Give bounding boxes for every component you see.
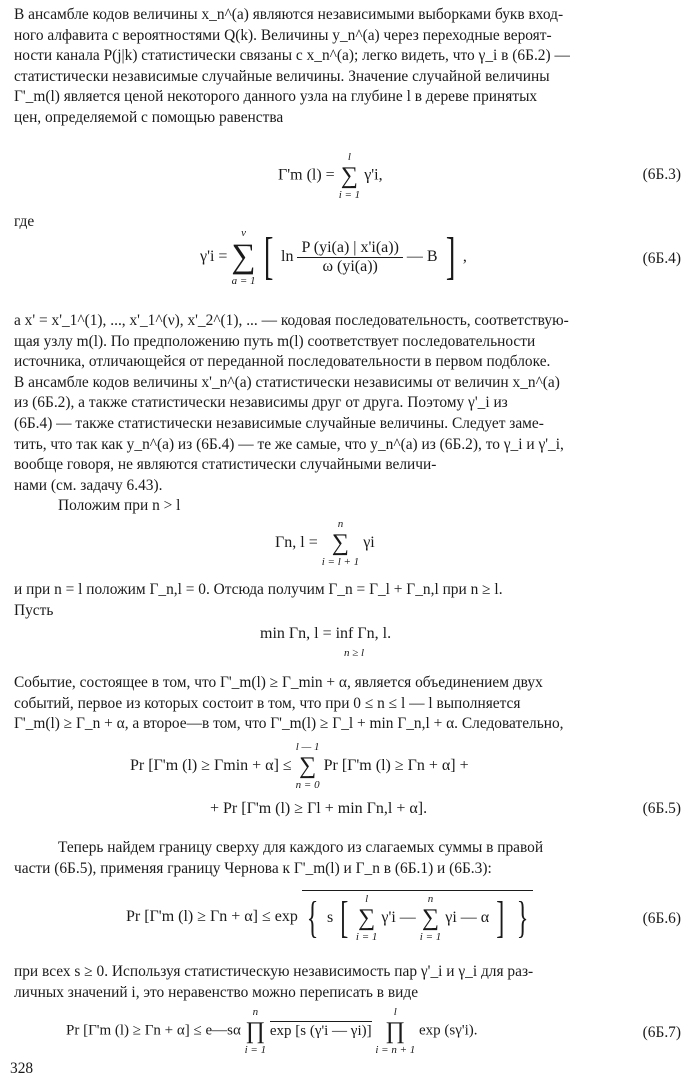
- equation-label: (6Б.5): [642, 800, 681, 817]
- text-line: В ансамбле кодов величины x_n^(a) являются независимыми выборками букв вход-: [14, 6, 564, 23]
- product-operator: [375, 1005, 415, 1057]
- text-line: источника, отличающейся от переданной последовательности в первом подблоке.: [14, 353, 551, 371]
- comma: ,: [462, 248, 467, 265]
- pi-symbol: ∏: [385, 1018, 406, 1044]
- sum-operator: [356, 892, 377, 944]
- numerator: P (yi(a) | x'i(a)): [297, 239, 402, 258]
- eq-body: γ'i,: [364, 166, 383, 184]
- eq-body: exp [s (γ'i — γi)]: [269, 1022, 372, 1039]
- eq-body: γi — α: [445, 909, 490, 926]
- equation-label: (6Б.7): [642, 1024, 681, 1041]
- product-operator: [245, 1005, 266, 1057]
- paragraph-4: [14, 580, 682, 621]
- equation-label: (6Б.6): [642, 910, 681, 927]
- text-line: Γ'_m(l) ≥ Γ_n + α, а второе—в том, что Γ'_m(l) ≥ Γ_l + min Γ_n,l + α. Следовательно,: [14, 715, 564, 733]
- left-brace: {: [306, 893, 319, 942]
- eq-lhs: min Γn, l = inf Γn, l.: [260, 625, 392, 642]
- text-line: а x' = x'_1^(1), ..., x'_1^(ν), x'_2^(1), ... — кодовая последовательность, соответствую-: [14, 312, 569, 329]
- text-line: нами (см. задачу 6.43).: [14, 476, 163, 494]
- text-line: тить, что так как y_n^(a) из (6Б.4) — те же самые, что y_n^(a) из (6Б.2), то γ_i и γ'_i,: [14, 435, 564, 453]
- text-line: при всех s ≥ 0. Используя статистическую независимость пар γ'_i и γ_i для раз-: [14, 963, 534, 980]
- sum-upper-limit: ν: [241, 227, 246, 239]
- equation-6b7: [66, 1005, 478, 1057]
- eq-body: exp (sγ'i).: [419, 1022, 478, 1039]
- text-line: Пусть: [14, 601, 54, 619]
- paragraph-2: [14, 311, 682, 496]
- equation-6b5-line1: [130, 740, 469, 792]
- denominator: ω (yi(a)): [322, 257, 378, 275]
- eq-lhs: Γn, l =: [275, 534, 318, 551]
- equation-6b3: [278, 150, 383, 202]
- paragraph-1: [14, 5, 682, 129]
- sigma-symbol: ∑: [331, 530, 349, 556]
- sum-operator: [322, 517, 359, 569]
- inf-subscript: n ≥ l: [344, 647, 365, 659]
- text-line: Теперь найдем границу сверху для каждого из слагаемых суммы в правой: [58, 839, 544, 856]
- sum-operator: [339, 150, 360, 202]
- sigma-symbol: ∑: [299, 753, 317, 779]
- sigma-symbol: ∑: [358, 905, 376, 931]
- right-brace: }: [516, 893, 529, 942]
- text-line: щая узлу m(l). По предположению путь m(l) соответствует последовательности: [14, 332, 536, 350]
- product-lower-limit: i = 1: [244, 1044, 267, 1056]
- minus-b: — B: [406, 248, 438, 265]
- text-line: вообще говоря, не являются статистически случайными величи-: [14, 456, 437, 474]
- ln-operator: ln: [281, 248, 294, 265]
- equation-min: [260, 625, 391, 661]
- product-upper-limit: l: [393, 1006, 397, 1018]
- text-line: (6Б.4) — также статистически независимые случайные величины. Следует заме-: [14, 414, 544, 432]
- eq-lhs: Γ'm (l) =: [278, 166, 335, 184]
- sum-lower-limit: i = 1: [338, 189, 361, 201]
- right-bracket: ]: [496, 893, 505, 942]
- equation-gamma-nl: [275, 517, 375, 569]
- equation-6b6: [126, 890, 533, 944]
- text-line: событий, первое из которых состоит в том, что при 0 ≤ n ≤ l — l выполняется: [14, 694, 521, 712]
- text-line: В ансамбле кодов величины x'_n^(a) статистически независимы от величин x_n^(a): [14, 373, 560, 391]
- equation-label: (6Б.4): [642, 250, 681, 267]
- sum-lower-limit: i = 1: [355, 931, 378, 943]
- eq-body: γi: [363, 534, 375, 551]
- sum-upper-limit: n: [427, 893, 434, 905]
- eq-lhs: γ'i =: [200, 248, 228, 265]
- sigma-symbol: ∑: [231, 238, 256, 275]
- eq-lhs: Pr [Γ'm (l) ≥ Γn + α] ≤ exp: [126, 908, 298, 925]
- text-line: статистически независимые случайные величины. Значение случайной величины: [14, 67, 550, 85]
- left-bracket: [: [340, 893, 349, 942]
- eq-lhs: Pr [Γ'm (l) ≥ Γmin + α] ≤: [130, 757, 292, 774]
- text-line: Γ'_m(l) является ценой некоторого данного узла на глубине l в дереве принятых: [14, 88, 538, 106]
- sum-operator: [231, 226, 255, 288]
- equation-label: (6Б.3): [642, 166, 681, 183]
- eq-body: γ'i —: [381, 909, 416, 926]
- equation-6b5-line2: + Pr [Γ'm (l) ≥ Γl + min Γn,l + α].: [210, 800, 428, 817]
- sum-lower-limit: a = 1: [231, 275, 256, 287]
- sum-lower-limit: i = l + 1: [321, 556, 360, 568]
- exp-argument: [302, 890, 533, 944]
- sum-upper-limit: l: [365, 893, 369, 905]
- text-line: ности канала P(j|k) статистически связаны с x_n^(a); легко видеть, что γ_i в (6Б.2) —: [14, 47, 570, 65]
- text-line: части (6Б.5), применяя границу Чернова к Γ'_m(l) и Γ_n в (6Б.1) и (6Б.3):: [14, 859, 492, 877]
- paragraph-6: [14, 838, 682, 879]
- eq-body: Pr [Γ'm (l) ≥ Γn + α] +: [323, 757, 469, 774]
- text-line: из (6Б.2), а также статистически независимы друг от друга. Поэтому γ'_i из: [14, 394, 508, 412]
- text-line: где: [14, 213, 35, 230]
- paragraph-7: [14, 962, 682, 1003]
- s-variable: s: [327, 909, 334, 926]
- sum-upper-limit: l: [347, 151, 351, 163]
- text-line: цен, определяемой с помощью равенства: [14, 108, 284, 126]
- equation-6b4: [200, 226, 467, 288]
- text-line: и при n = l положим Γ_n,l = 0. Отсюда получим Γ_n = Γ_l + Γ_n,l при n ≥ l.: [14, 581, 503, 598]
- sum-lower-limit: i = 1: [419, 931, 442, 943]
- sum-operator: [420, 892, 441, 944]
- product-upper-limit: n: [252, 1006, 259, 1018]
- right-bracket: ]: [445, 228, 456, 285]
- sum-lower-limit: n = 0: [295, 779, 320, 791]
- text-line: ного алфавита с вероятностями Q(k). Величины y_n^(a) через переходные вероят-: [14, 26, 552, 44]
- sigma-symbol: ∑: [421, 905, 440, 931]
- sum-upper-limit: n: [337, 518, 344, 530]
- left-bracket: [: [263, 228, 274, 285]
- sum-upper-limit: l — 1: [295, 741, 320, 753]
- text-line: Положим при n > l: [58, 497, 181, 514]
- page-number: 328: [10, 1060, 34, 1077]
- pi-symbol: ∏: [245, 1018, 266, 1044]
- text-line: Событие, состоящее в том, что Γ'_m(l) ≥ Γ_min + α, является объединением двух: [14, 674, 543, 691]
- sum-operator: [296, 740, 320, 792]
- sigma-symbol: ∑: [340, 163, 358, 189]
- eq-lhs: Pr [Γ'm (l) ≥ Γn + α] ≤ e—sα: [66, 1022, 241, 1039]
- text-line: личных значений i, это неравенство можно переписать в виде: [14, 983, 419, 1001]
- product-lower-limit: i = n + 1: [375, 1044, 416, 1056]
- paragraph-3: [14, 496, 693, 517]
- paragraph-5: [14, 673, 682, 735]
- fraction: [297, 239, 402, 276]
